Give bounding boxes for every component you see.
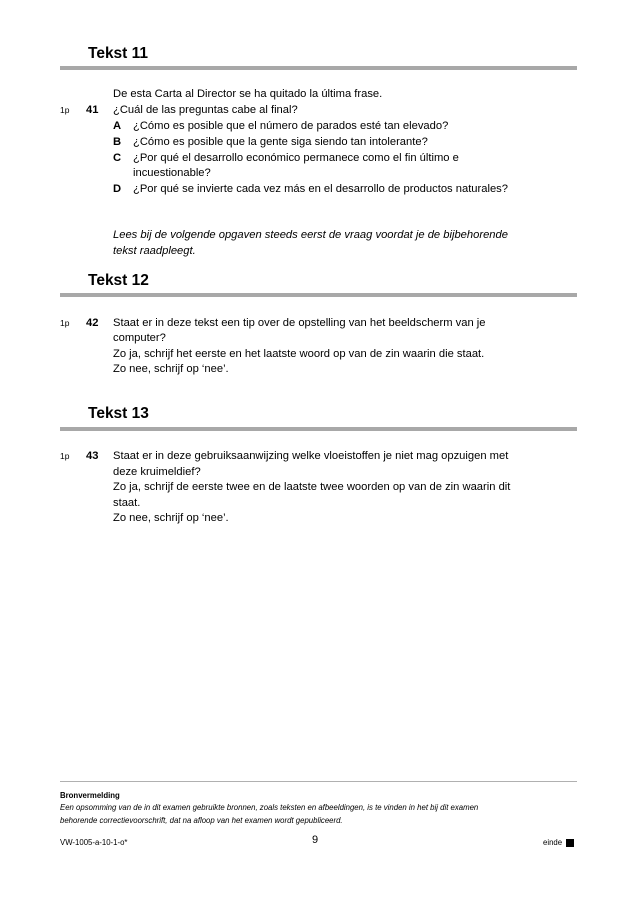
- question-text: Staat er in deze tekst een tip over de opstelling van het beeldscherm van je: [113, 317, 486, 329]
- option-text: ¿Por qué el desarrollo económico permanece como el fin último e: [133, 152, 459, 164]
- option-text: ¿Cómo es posible que el número de parados esté tan elevado?: [133, 120, 449, 132]
- question-text: computer?: [113, 332, 166, 344]
- question-points: 1p: [60, 318, 70, 328]
- question-text: ¿Cuál de las preguntas cabe al final?: [113, 104, 298, 116]
- exam-code: VW-1005-a-10-1-o*: [60, 838, 128, 847]
- black-square-icon: [566, 839, 574, 847]
- footer-heading: Bronvermelding: [60, 791, 120, 800]
- question-text: Zo nee, schrijf op ‘nee’.: [113, 363, 229, 375]
- section-divider: [60, 293, 577, 297]
- footer-text: behorende correctievoorschrift, dat na afloop van het examen wordt gepubliceerd.: [60, 816, 343, 825]
- question-text: Zo nee, schrijf op ‘nee’.: [113, 512, 229, 524]
- question-text: staat.: [113, 497, 141, 509]
- question-text: Zo ja, schrijf het eerste en het laatste woord op van de zin waarin die staat.: [113, 348, 485, 360]
- option-letter: C: [113, 152, 122, 164]
- question-text: Zo ja, schrijf de eerste twee en de laatste twee woorden op van de zin waarin dit: [113, 481, 511, 493]
- option-text: incuestionable?: [133, 167, 211, 179]
- question-points: 1p: [60, 451, 70, 461]
- section-divider: [60, 427, 577, 431]
- instruction-text: Lees bij de volgende opgaven steeds eerst de vraag voordat je de bijbehorende: [113, 229, 508, 241]
- question-points: 1p: [60, 105, 70, 115]
- section-divider: [60, 66, 577, 70]
- page-number: 9: [312, 834, 319, 846]
- option-letter: A: [113, 120, 122, 132]
- question-number: 43: [86, 450, 99, 462]
- end-marker: [543, 836, 574, 850]
- footer-divider: [60, 781, 577, 782]
- footer-text: Een opsomming van de in dit examen gebruikte bronnen, zoals teksten en afbeeldingen, is te vinden in het bij dit examen: [60, 803, 479, 812]
- section-title-tekst-13: Tekst 13: [88, 405, 149, 422]
- option-text: ¿Cómo es posible que la gente siga siendo tan intolerante?: [133, 136, 428, 148]
- option-letter: D: [113, 183, 122, 195]
- instruction-text: tekst raadpleegt.: [113, 245, 196, 257]
- question-text: Staat er in deze gebruiksaanwijzing welke vloeistoffen je niet mag opzuigen met: [113, 450, 509, 462]
- option-letter: B: [113, 136, 122, 148]
- section-title-tekst-11: Tekst 11: [88, 45, 149, 62]
- option-text: ¿Por qué se invierte cada vez más en el desarrollo de productos naturales?: [133, 183, 508, 195]
- intro-text: De esta Carta al Director se ha quitado la última frase.: [113, 88, 383, 100]
- question-number: 41: [86, 104, 99, 116]
- section-title-tekst-12: Tekst 12: [88, 272, 149, 289]
- end-label: einde: [543, 838, 563, 847]
- question-number: 42: [86, 317, 99, 329]
- question-text: deze kruimeldief?: [113, 466, 201, 478]
